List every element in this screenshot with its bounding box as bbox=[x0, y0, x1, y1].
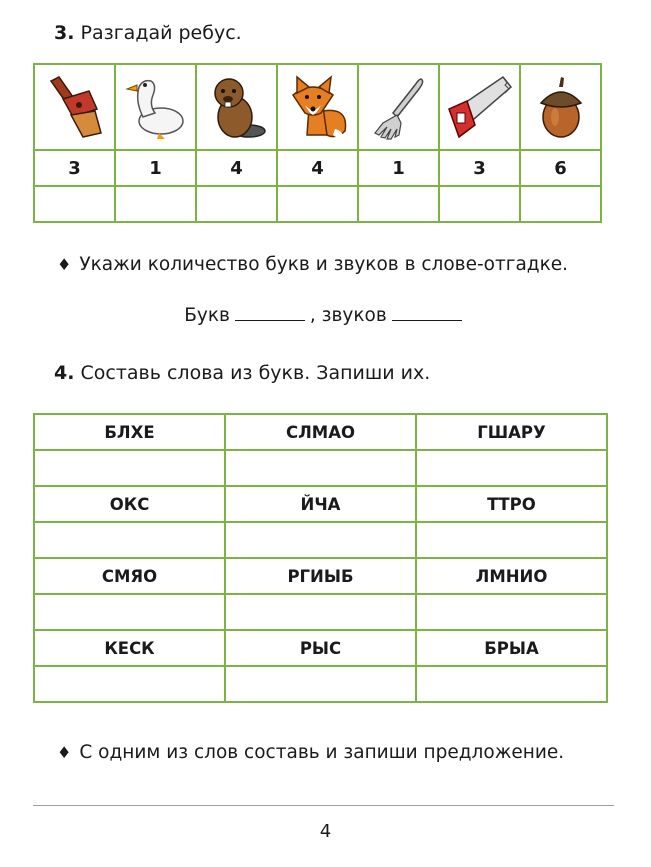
saw-icon bbox=[445, 71, 515, 143]
rebus-number-cell: 1 bbox=[358, 150, 439, 186]
scrambled-word: РГИЫБ bbox=[225, 558, 416, 594]
task4-text: Составь слова из букв. Запиши их. bbox=[80, 362, 431, 384]
rebus-answer-cell[interactable] bbox=[115, 186, 196, 222]
letters-label: Букв bbox=[184, 305, 230, 326]
task3-number: 3. bbox=[54, 22, 75, 44]
task4-number: 4. bbox=[54, 362, 75, 384]
scrambled-word: КЕСК bbox=[34, 630, 225, 666]
task3-bullet-instruction bbox=[57, 254, 568, 275]
rebus-picture-cell bbox=[34, 64, 115, 150]
rebus-number-cell: 4 bbox=[277, 150, 358, 186]
rebus-number-cell: 4 bbox=[196, 150, 277, 186]
goose-icon bbox=[123, 71, 189, 143]
task3-text: Разгадай ребус. bbox=[80, 22, 242, 44]
rebus-number-cell: 3 bbox=[439, 150, 520, 186]
scrambled-word: ОКС bbox=[34, 486, 225, 522]
rebus-answer-cell[interactable] bbox=[520, 186, 601, 222]
footer-divider bbox=[33, 805, 614, 806]
scrambled-word: РЫС bbox=[225, 630, 416, 666]
pliers-icon bbox=[43, 71, 107, 143]
rebus-number-cell: 3 bbox=[34, 150, 115, 186]
rebus-picture-cell bbox=[115, 64, 196, 150]
task3-title bbox=[54, 22, 242, 44]
rebus-answer-cell[interactable] bbox=[277, 186, 358, 222]
page-number: 4 bbox=[319, 821, 332, 842]
fork-icon bbox=[367, 71, 431, 143]
diamond-bullet-icon: ♦ bbox=[57, 255, 72, 274]
task4-title bbox=[54, 362, 430, 384]
rebus-number-cell: 1 bbox=[115, 150, 196, 186]
word-answer-cell[interactable] bbox=[34, 666, 225, 702]
rebus-answer-cell[interactable] bbox=[196, 186, 277, 222]
word-answer-cell[interactable] bbox=[225, 594, 416, 630]
word-answer-cell[interactable] bbox=[416, 450, 607, 486]
word-answer-cell[interactable] bbox=[34, 522, 225, 558]
word-answer-cell[interactable] bbox=[34, 450, 225, 486]
word-answer-cell[interactable] bbox=[225, 522, 416, 558]
task4-bullet-text: С одним из слов составь и запиши предложение. bbox=[79, 742, 565, 763]
rebus-picture-cell bbox=[277, 64, 358, 150]
scrambled-word: ЙЧА bbox=[225, 486, 416, 522]
rebus-table bbox=[33, 63, 602, 223]
rebus-picture-cell bbox=[358, 64, 439, 150]
acorn-icon bbox=[531, 71, 591, 143]
scrambled-word: ЛМНИО bbox=[416, 558, 607, 594]
rebus-answer-cell[interactable] bbox=[439, 186, 520, 222]
rebus-picture-cell bbox=[439, 64, 520, 150]
word-answer-cell[interactable] bbox=[225, 666, 416, 702]
rebus-picture-cell bbox=[520, 64, 601, 150]
task4-bullet-instruction bbox=[57, 742, 564, 763]
scrambled-words-table bbox=[33, 413, 608, 703]
beaver-icon bbox=[205, 71, 269, 143]
word-answer-cell[interactable] bbox=[416, 522, 607, 558]
rebus-answer-cell[interactable] bbox=[358, 186, 439, 222]
rebus-number-cell: 6 bbox=[520, 150, 601, 186]
word-answer-cell[interactable] bbox=[416, 666, 607, 702]
fox-icon bbox=[283, 71, 353, 143]
word-answer-cell[interactable] bbox=[34, 594, 225, 630]
scrambled-word: БЛХЕ bbox=[34, 414, 225, 450]
scrambled-word: СМЯО bbox=[34, 558, 225, 594]
rebus-picture-cell bbox=[196, 64, 277, 150]
scrambled-word: СЛМАО bbox=[225, 414, 416, 450]
scrambled-word: БРЫА bbox=[416, 630, 607, 666]
sounds-label: , звуков bbox=[309, 305, 387, 326]
letters-sounds-answer bbox=[0, 305, 651, 326]
scrambled-word: ТТРО bbox=[416, 486, 607, 522]
word-answer-cell[interactable] bbox=[416, 594, 607, 630]
task3-bullet-text: Укажи количество букв и звуков в слове-отгадке. bbox=[79, 254, 569, 275]
letters-count-blank[interactable] bbox=[235, 306, 305, 321]
sounds-count-blank[interactable] bbox=[392, 306, 462, 321]
rebus-answer-cell[interactable] bbox=[34, 186, 115, 222]
scrambled-word: ГШАРУ bbox=[416, 414, 607, 450]
word-answer-cell[interactable] bbox=[225, 450, 416, 486]
diamond-bullet-icon: ♦ bbox=[57, 743, 72, 762]
